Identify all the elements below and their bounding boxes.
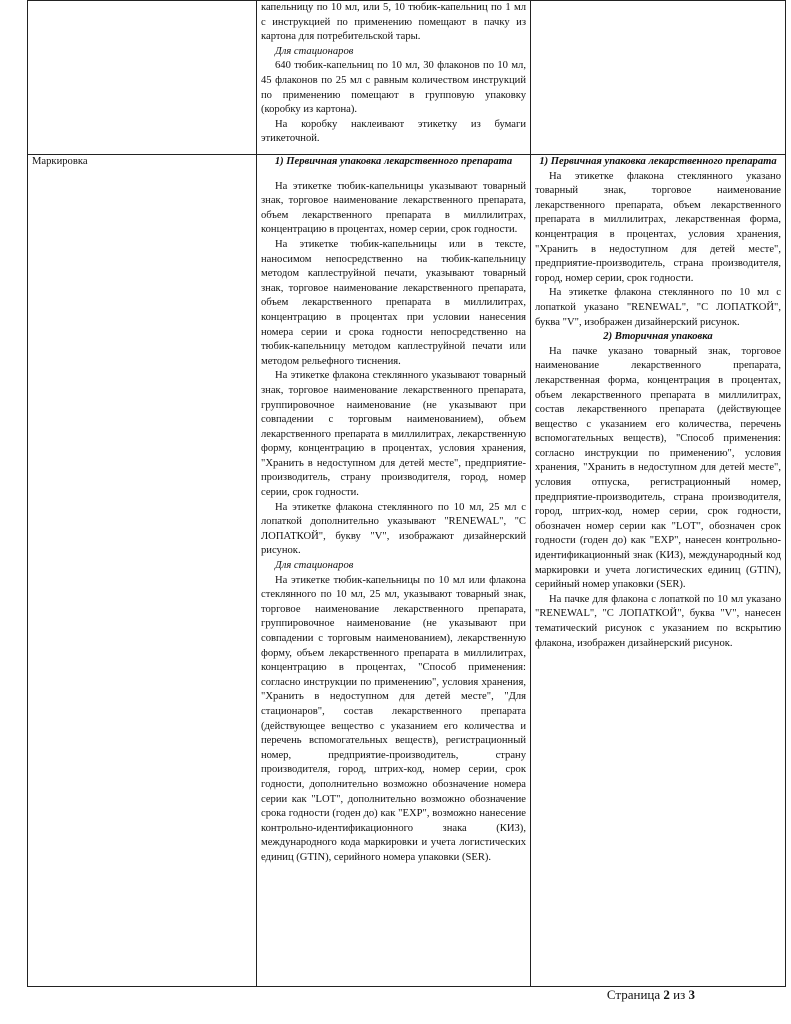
marking-paragraph: На этикетке тюбик-капельницы по 10 мл или флакона стеклянного по 10 мл, 25 мл, указывают товарный знак, торговое наименование лекарственного препарата, группировочное наименование (не указывают при совпадении с торговым наименованием), лекарственную форму, объем лекарственного препарата в миллилитрах, концентрацию в процентах, "Способ применения: согласно инструкции по применению", условия хранения, "Хранить в недоступном для детей месте", "Для стационаров", состав лекарственного препарата (действующее вещество с указанием его количества и перечень вспомогательных веществ), регистрационный номер, предприятие-производитель, страну производителя, город, штрих-код, номер серии, срок годности, дополнительно возможно обозначение номера серии как "LOT", дополнительно возможно обозначение срока годности (годен до) как "EXP", возможно нанесение контрольно-идентификационного знака (КИЗ), международного кода маркировки и учета логистических единиц (GTIN), серийного номера упаковки (SER).: [261, 574, 526, 863]
primary-packaging-heading: 1) Первичная упаковка лекарственного препарата: [274, 156, 513, 167]
page-prefix: Страница: [606, 987, 661, 1002]
spec-table: [27, 0, 786, 987]
empty-cell: [531, 1, 786, 155]
primary-packaging-heading: 1) Первичная упаковка лекарственного препарата: [539, 156, 777, 167]
marking-paragraph: На этикетке флакона стеклянного по 10 мл, 25 мл с лопаткой дополнительно указывают "RENEWAL", "С ЛОПАТКОЙ", букву "V", изображают дизайнерский рисунок.: [261, 501, 526, 557]
page-middle: из: [673, 987, 686, 1002]
packaging-continued-cell: [257, 1, 531, 155]
secondary-packaging-heading: 2) Вторичная упаковка: [603, 331, 713, 343]
packaging-paragraph: На коробку наклеивают этикетку из бумаги этикеточной.: [261, 118, 526, 145]
packaging-subheading: Для стационаров: [275, 45, 354, 57]
page-total: 3: [688, 987, 695, 1002]
marking-paragraph: На этикетке тюбик-капельницы указывают товарный знак, торговое наименование лекарственного препарата, объем лекарственного препарата в миллилитрах, концентрацию в процентах, номер серии, срок годности.: [261, 180, 526, 236]
hospital-subheading: Для стационаров: [275, 560, 354, 572]
marking-actual-cell: [531, 155, 786, 987]
page-number-footer: [607, 987, 695, 1003]
marking-paragraph: На пачке для флакона с лопаткой по 10 мл указано "RENEWAL", "С ЛОПАТКОЙ", буква "V", нанесен тематический рисунок с указанием по вскрытию флакона, изображен дизайнерский рисунок.: [535, 593, 781, 649]
packaging-text-line: капельницу по 10 мл, или 5, 10 тюбик-капельниц по 1 мл с инструкцией по применению помещают в пачку из картона для потребительской тары.: [261, 2, 526, 43]
row-label-cell-empty: [28, 1, 257, 155]
packaging-paragraph: 640 тюбик-капельниц по 10 мл, 30 флаконов по 10 мл, 45 флаконов по 25 мл с равным количеством инструкций по применению помещают в групповую упаковку (коробку из картона).: [261, 60, 526, 116]
marking-paragraph: На этикетке флакона стеклянного указывают товарный знак, торговое наименование лекарственного препарата, группировочное наименование (не указывают при совпадении с торговым наименованием), объем лекарственного препарата в миллилитрах, лекарственную форму, концентрацию в процентах, условия хранения, "Хранить в недоступном для детей месте", предприятие-производитель, страну производителя, город, номер серии, срок годности.: [261, 370, 526, 499]
marking-paragraph: На этикетке флакона стеклянного по 10 мл с лопаткой указано "RENEWAL", "С ЛОПАТКОЙ", буква "V", изображен дизайнерский рисунок.: [535, 287, 781, 328]
marking-paragraph: На этикетке тюбик-капельницы или в тексте, наносимом непосредственно на тюбик-капельницу методом каплеструйной печати, указывают товарный знак, торговое наименование лекарственного препарата, объем лекарственного препарата в миллилитрах, концентрацию в процентах при условии нанесения номера серии и срока годности непосредственно на тюбик-капельницу методом каплеструйной печати или методом рельефного тиснения.: [261, 238, 526, 367]
table-row-marking: [28, 155, 786, 987]
table-row-packaging-continued: [28, 1, 786, 155]
marking-paragraph: На пачке указано товарный знак, торговое наименование лекарственного препарата, лекарственная форма, концентрация в процентах, объем лекарственного препарата в миллилитрах, состав лекарственного препарата (действующее вещество с указанием его количества, перечень вспомогательных веществ), "Способ применения: согласно инструкции по применению", условия хранения, "Хранить в недоступном для детей месте", условия отпуска, регистрационный номер, предприятие-производитель, страна производителя, город, штрих-код, номер серии, срок годности, обозначен номер серии как "LOT", обозначен срок годности (годен до) как "EXP", нанесен контрольно-идентификационный знак (КИЗ), международный код маркировки и учета логистических единиц (GTIN), серийный номер упаковки (SER).: [535, 345, 781, 591]
marking-requirements-cell: [257, 155, 531, 987]
marking-paragraph: На этикетке флакона стеклянного указано товарный знак, торговое наименование лекарственного препарата, объем лекарственного препарата в миллилитрах, лекарственная форма, концентрация в процентах, условия хранения, "Хранить в недоступном для детей месте", предприятие-производитель, страна производителя, город, номер серии, срок годности.: [535, 170, 781, 284]
page-current: 2: [663, 987, 670, 1002]
row-label-marking: Маркировка: [28, 155, 257, 987]
